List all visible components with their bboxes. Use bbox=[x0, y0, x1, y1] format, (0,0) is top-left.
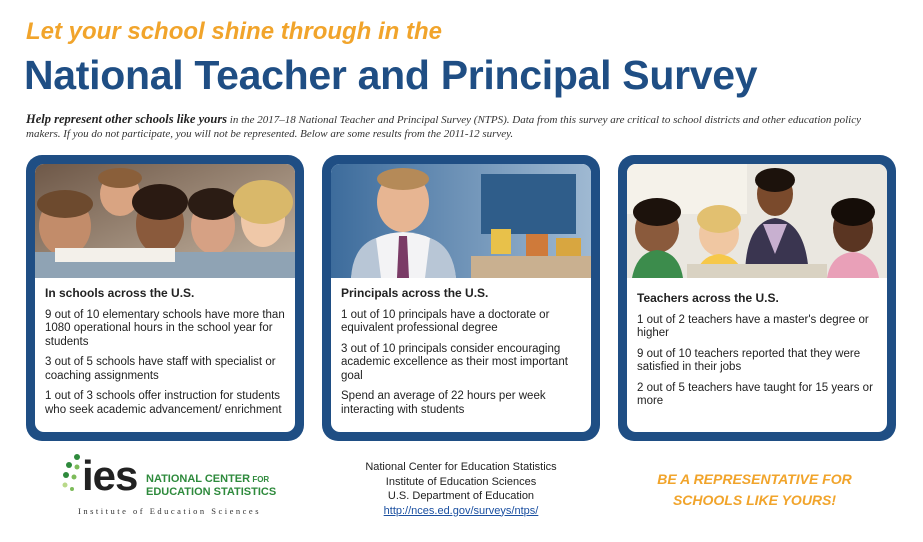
contact-line-2: Institute of Education Sciences bbox=[385, 475, 537, 488]
logo-line-1 bbox=[146, 473, 269, 485]
intro-lead: Help represent other schools like yours bbox=[26, 112, 228, 126]
principals-stat-1: 1 out of 10 principals have a doctorate or equivalent professional degree bbox=[341, 308, 550, 334]
teacher-with-students-photo bbox=[627, 164, 887, 278]
logo-line-1b: FOR bbox=[250, 475, 270, 484]
logo-line-1a: NATIONAL CENTER bbox=[146, 473, 251, 485]
teachers-card-body bbox=[637, 292, 877, 416]
contact-line-1: National Center for Education Statistics bbox=[365, 461, 557, 473]
schools-card bbox=[26, 155, 304, 441]
contact-line-3: U.S. Department of Education bbox=[387, 490, 535, 502]
intro-paragraph bbox=[26, 112, 898, 141]
schools-stat-2: 3 out of 5 schools have staff with specialist or coaching assignments bbox=[45, 356, 276, 382]
students-reading-photo bbox=[35, 164, 295, 278]
principals-card-title: Principals across the U.S. bbox=[341, 286, 489, 300]
call-to-action bbox=[612, 469, 897, 511]
survey-link[interactable]: http://nces.ed.gov/surveys/ntps/ bbox=[383, 504, 539, 517]
teachers-stat-3: 2 out of 5 teachers have taught for 15 years or more bbox=[637, 381, 873, 407]
cta-line-1: BE A REPRESENTATIVE FOR bbox=[657, 471, 852, 487]
schools-card-body bbox=[45, 287, 285, 424]
kicker-heading: Let your school shine through in the bbox=[26, 18, 443, 45]
schools-stat-1: 9 out of 10 elementary schools have more than 1080 operational hours in the school year for students bbox=[45, 308, 285, 348]
teachers-card-title: Teachers across the U.S. bbox=[637, 291, 779, 305]
teachers-stat-1: 1 out of 2 teachers have a master's degree or higher bbox=[637, 313, 869, 339]
teachers-card bbox=[618, 155, 896, 441]
principals-stat-3: Spend an average of 22 hours per week interacting with students bbox=[341, 390, 546, 416]
logo-institute: Institute of Education Sciences bbox=[78, 506, 262, 516]
teachers-stat-2: 9 out of 10 teachers reported that they were satisfied in their jobs bbox=[637, 347, 861, 373]
intro-text: in the 2017–18 National Teacher and Principal Survey (NTPS). Data from this survey are critical to school districts and other education policy makers. If you do not participate, you will not be represented. Below are some results from the 2011-12 survey. bbox=[26, 114, 862, 140]
ies-logo bbox=[60, 453, 290, 523]
teachers-card-inner bbox=[627, 164, 887, 432]
page-title: National Teacher and Principal Survey bbox=[24, 52, 758, 98]
principals-card-body bbox=[341, 287, 581, 424]
logo-line-2: EDUCATION STATISTICS bbox=[146, 486, 277, 498]
principals-card-inner bbox=[331, 164, 591, 432]
schools-card-title: In schools across the U.S. bbox=[45, 286, 195, 300]
principal-photo bbox=[331, 164, 591, 278]
principals-card bbox=[322, 155, 600, 441]
cta-line-2: SCHOOLS LIKE YOURS! bbox=[672, 492, 837, 508]
principals-stat-2: 3 out of 10 principals consider encouraging academic excellence as their most important goal bbox=[341, 342, 568, 382]
schools-card-inner bbox=[35, 164, 295, 432]
ies-wordmark: ies bbox=[82, 452, 138, 499]
contact-block bbox=[336, 460, 586, 518]
schools-stat-3: 1 out of 3 schools offer instruction for students who seek academic advancement/ enrichment bbox=[45, 390, 282, 416]
